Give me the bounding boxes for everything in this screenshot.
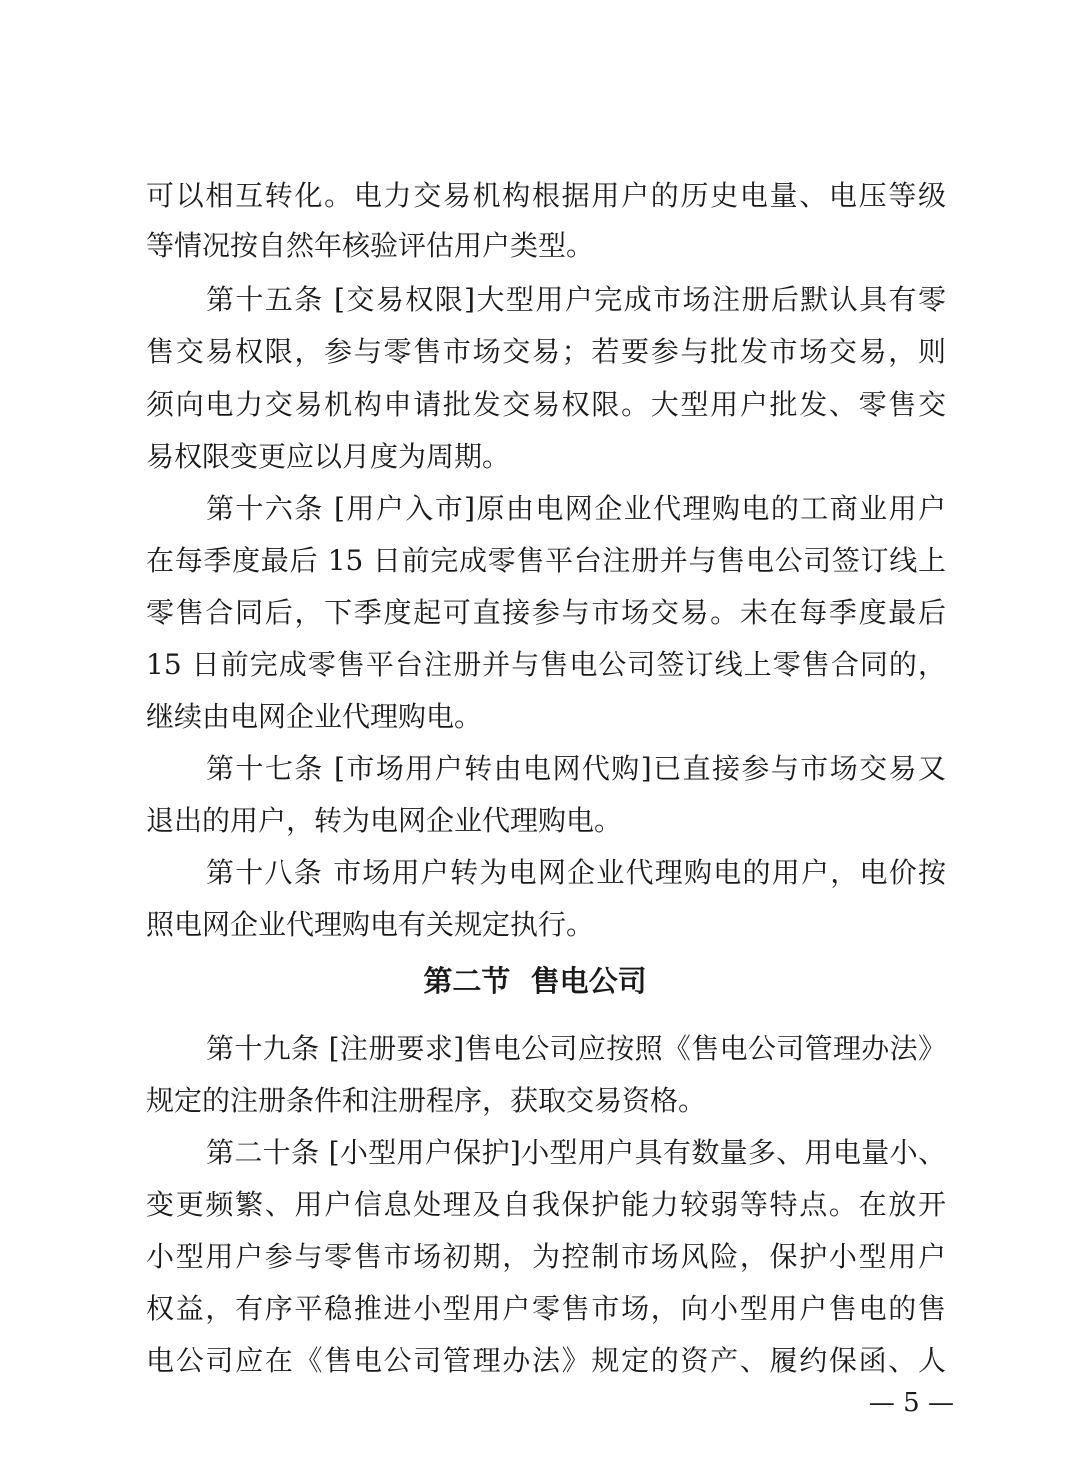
section-heading: 第二节 售电公司 xyxy=(423,964,647,998)
page-number: — 5 — xyxy=(868,1388,954,1418)
paragraph-line: 在每季度最后 15 日前完成零售平台注册并与售电公司签订线上 xyxy=(146,544,946,577)
paragraph-line: 电公司应在《售电公司管理办法》规定的资产、履约保函、人 xyxy=(146,1344,946,1377)
paragraph-line: 规定的注册条件和注册程序，获取交易资格。 xyxy=(146,1084,707,1117)
article-15-line: 第十五条 [交易权限]大型用户完成市场注册后默认具有零 xyxy=(206,283,946,316)
article-17-line: 第十七条 [市场用户转由电网代购]已直接参与市场交易又 xyxy=(206,752,946,785)
paragraph-line: 须向电力交易机构申请批发交易权限。大型用户批发、零售交 xyxy=(146,388,946,421)
paragraph-line: 零售合同后，下季度起可直接参与市场交易。未在每季度最后 xyxy=(146,596,946,629)
article-18-line: 第十八条 市场用户转为电网企业代理购电的用户，电价按 xyxy=(206,856,946,889)
article-20-line: 第二十条 [小型用户保护]小型用户具有数量多、用电量小、 xyxy=(206,1136,946,1169)
paragraph-line: 小型用户参与零售市场初期，为控制市场风险，保护小型用户 xyxy=(146,1240,946,1273)
paragraph-line: 退出的用户，转为电网企业代理购电。 xyxy=(146,804,623,837)
paragraph-line: 可以相互转化。电力交易机构根据用户的历史电量、电压等级 xyxy=(146,179,946,212)
article-19-line: 第十九条 [注册要求]售电公司应按照《售电公司管理办法》 xyxy=(206,1032,946,1065)
article-16-line: 第十六条 [用户入市]原由电网企业代理购电的工商业用户 xyxy=(206,492,946,525)
paragraph-line: 售交易权限，参与零售市场交易；若要参与批发市场交易，则 xyxy=(146,335,946,368)
paragraph-line: 易权限变更应以月度为周期。 xyxy=(146,440,511,473)
paragraph-line: 权益，有序平稳推进小型用户零售市场，向小型用户售电的售 xyxy=(146,1292,946,1325)
paragraph-line: 15 日前完成零售平台注册并与售电公司签订线上零售合同的， xyxy=(146,648,946,681)
paragraph-line: 等情况按自然年核验评估用户类型。 xyxy=(146,229,595,262)
paragraph-line: 照电网企业代理购电有关规定执行。 xyxy=(146,908,595,941)
paragraph-line: 继续由电网企业代理购电。 xyxy=(146,700,483,733)
paragraph-line: 变更频繁、用户信息处理及自我保护能力较弱等特点。在放开 xyxy=(146,1188,946,1221)
